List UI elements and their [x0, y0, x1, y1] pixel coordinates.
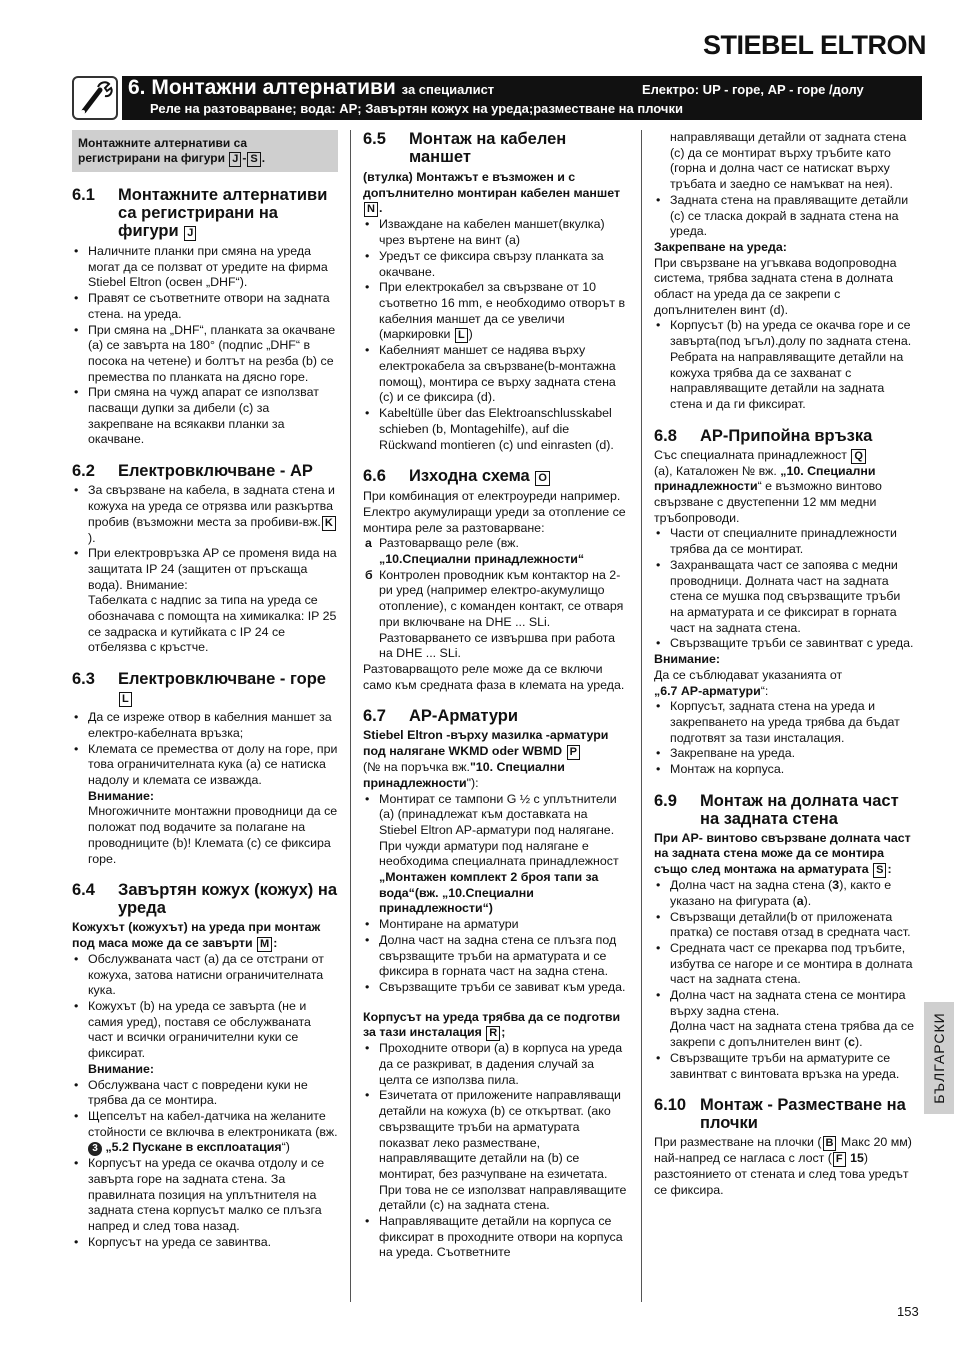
list-item: • Свързващи детайли(b от приложената пратка) се поставя отзад в средната част.: [654, 910, 916, 941]
text: “ е възможно винтово свързване с двустепенни 12 мм медни тръбопроводи.: [654, 479, 882, 525]
lead-end: :: [887, 862, 892, 877]
list-item: [654, 988, 916, 1051]
figure-number-icon: 3: [88, 1142, 102, 1156]
lead-text: [363, 170, 627, 217]
text: (а), Каталожен № вж.: [654, 463, 777, 478]
text: Да се съблюдават указанията от: [654, 667, 843, 682]
list-item: • Монтиране на арматури: [363, 917, 627, 933]
attention-label: Внимание:: [88, 788, 155, 803]
heading-6-5: [363, 130, 627, 166]
figure-ref: R: [486, 1026, 500, 1041]
text: Със специалната принадлежност: [654, 447, 847, 462]
text: Долна част на задната стена трябва да се закрепи с допълнителен винт (: [670, 1019, 914, 1050]
lead-text: [363, 728, 627, 791]
list-cont: [654, 193, 916, 240]
text: Долна част на задната стена се монтира върху задна стена.: [670, 988, 906, 1018]
list-item: [72, 483, 338, 546]
lead2: (№ на поръчка вж.: [363, 760, 470, 775]
list-6-1: [72, 244, 338, 448]
list-item: • Корпусът, задната стена на уреда и закрепването на уреда трябва да бъдат подготвят за тази инсталация.: [654, 699, 916, 746]
text-ref: „10. Специални принадлежности: [654, 463, 876, 494]
text: ) разстоянието от стената и след това уредът се фиксира.: [654, 1151, 909, 1197]
item-end: “): [281, 1140, 290, 1155]
figure-ref: J: [184, 226, 196, 241]
paragraph: [654, 448, 916, 527]
column-divider: [350, 130, 351, 1302]
figure-ref: B: [823, 1136, 837, 1151]
list-item: • Корпусът (b) на уреда се окачва горе и се завърта(под ъгъл).долу по задната стена. Ребрата на направляващите детайли на кожуха трябва да се захванат с направляващите детайли на задната стена и да ги фиксират.: [654, 318, 916, 412]
list-6-4: [72, 952, 338, 1251]
list-item: • Части от специалните принадлежности трябва да се монтират.: [654, 526, 916, 557]
section-number: 6.1: [72, 186, 95, 204]
figure-ref: M: [257, 937, 272, 952]
list-item: • Монтаж на корпуса.: [654, 762, 916, 778]
column-3: [654, 130, 916, 1199]
list-item: • Проходните отвори (а) в корпуса на уреда да се разкриват, в дадения случай за целта се използва пила.: [363, 1041, 627, 1088]
item-text: Щепселът на кабел-датчика на желаните стойности се включва в електрониката (вж.: [88, 1108, 338, 1139]
lead: Кожухът (кожухът) на уреда при монтаж под маса може да се завърти: [72, 920, 321, 950]
section-number: 6.8: [654, 426, 677, 445]
section-number: 6.7: [363, 707, 386, 726]
lead-end: :: [273, 935, 278, 950]
section-title: AP-Арматури: [409, 707, 519, 726]
heading-6-6: [363, 467, 627, 486]
list-6-8b: [654, 699, 916, 778]
list-item: • Изваждане на кабелен маншет(вкулка) чрез въртене на винт (а): [363, 217, 627, 248]
list-item: • Корпусът на уреда се завинтва.: [72, 1235, 338, 1251]
lead-text: [654, 831, 916, 878]
figure-ref: P: [567, 745, 580, 760]
subheading: Закрепване на уреда:: [654, 239, 787, 254]
item-text: Монтират се тампони G ½ с уплътнители (а) (принадлежат към доставката на Stiebel Eltron AP-арматури под налягане. При чужди арматури под налягане е необходима специалната принадлежност: [379, 791, 619, 869]
item-ref2: (вж. „10.Специални принадлежности“): [379, 885, 534, 916]
list-6-7b: [363, 1041, 627, 1261]
list-item: • Обслужвана част с повредени куки не трябва да се монтира.: [72, 1078, 338, 1109]
list-item: • Корпусът на уреда се окачва отдолу и се завърта горе на задната стена. За правилната позиция на уплътнителя на задната стена корпусът малко се плъзга напред и след това назад.: [72, 1156, 338, 1235]
note-end: .: [261, 151, 266, 165]
wrench-icon: [72, 76, 118, 120]
text: “:: [760, 683, 769, 698]
heading-6-4: [72, 881, 338, 917]
attention-label: Внимание:: [88, 1061, 155, 1076]
list-item: • При смяна на „DHF“, планката за окачване (а) се завърта на 180° (подпис „DHF“ в посока на четене) и болтът на резба (b) се премества по планката на дясно горе.: [72, 323, 338, 386]
list-item: [72, 546, 338, 656]
section-title: Изходна схема: [409, 467, 530, 486]
brand-logo: STIEBEL ELTRON: [702, 30, 926, 60]
heading-6-1: [72, 186, 338, 241]
heading-6-8: [654, 427, 916, 445]
item-text: При електрокабел за свързване от 10 съответно 16 mm, е необходимо отворът в кабелния маншет да се увеличи (маркировки: [379, 280, 626, 342]
item-text: Кожухът (b) на уреда се завърта (не и самия уред), поставя се обслужваната част и всички ограничителни куки се фиксират.: [88, 999, 311, 1061]
text-bold: с: [848, 1035, 855, 1050]
list-6-2: [72, 483, 338, 656]
item-end: ): [468, 327, 473, 342]
figure-ref: Q: [851, 449, 866, 464]
header-right: Електро: UP - горе, AP - горе /долу: [642, 82, 864, 97]
section-title: Завъртян кожух (кожух) на уреда: [118, 881, 338, 918]
figure-ref: S: [873, 863, 886, 878]
list-item: • Направляващите детайли на корпуса се фиксират в проходните отвори на корпуса на уреда. Съответните: [363, 1214, 627, 1261]
list-item: • Свързващите тръби се завиват към уреда.: [363, 980, 627, 996]
item-cont: Табелката с надпис за типа на уреда се обозначава с помощта на химикалка: IP 25 се задраска и кутийката с IP 24 се отбелязва с кръстче.: [88, 593, 337, 655]
lead-text: [363, 1010, 627, 1042]
list-item: • Правят се съответните отвори на задната стена. на уреда.: [72, 291, 338, 322]
list-item: [72, 742, 338, 868]
text-bold: а: [796, 893, 804, 908]
heading-6-10: [654, 1096, 916, 1132]
attention-label: Внимание:: [654, 652, 721, 667]
section-number: 6.10: [654, 1096, 687, 1115]
list-item: • Уредът се фиксира свързу планката за окачване.: [363, 249, 627, 280]
note-box: [72, 130, 338, 172]
figure-ref: N: [364, 202, 378, 217]
section-number: 6.2: [72, 462, 95, 481]
paragraph: [654, 1135, 916, 1198]
figure-ref: L: [119, 692, 132, 707]
item-key: a: [365, 536, 372, 551]
section-title: Монтажните алтернативи са регистрирани на фигури: [118, 186, 328, 240]
header-title-sub: за специалист: [401, 82, 495, 97]
heading-6-9: [654, 792, 916, 828]
list-6-9: [654, 878, 916, 1082]
text: Долна част на задна стена (: [670, 878, 833, 893]
text: ).: [854, 1035, 863, 1050]
item-ref: „5.2 Пускане в експлоатация: [105, 1140, 282, 1155]
lead-text: [72, 920, 338, 952]
item-text: Клемата се премества от долу на горе, при това ограничителната кука (а) се натиска надолу и клемата се изважда.: [88, 741, 338, 787]
section-title: AP-Припойна връзка: [700, 426, 873, 445]
list-fix: [654, 318, 916, 412]
paragraph: направляващи детайли от задната стена (с) да се монтират върху тръбите като (горна и долна част се натискат върху тръбата и заедно се намъкват на нея).: [670, 130, 907, 192]
list-item-a: [363, 536, 627, 567]
text: При разместване на плочки (: [654, 1135, 822, 1150]
list-item: • Захранващата част се запоява с медни проводници. Долната част на задната стена се мушка под свързващите тръби на арматурата и се фиксират в горната част на задната стена.: [654, 558, 916, 637]
section-title: Електровключване - горе: [118, 670, 326, 689]
text-bold: 15: [850, 1151, 864, 1166]
section-title: Електровключване - AP: [118, 462, 313, 481]
list-item: • Езичетата от приложените направляващи детайли на кожуха (b) се откъртват. (ако свързващите тръби на арматурата показват леко разместване, направляващите детайли на (b) се монтират, без разчупване на езичетата. При това не се използват направляващите детайли (с) на задната стена.: [363, 1088, 627, 1214]
list-item: • При смяна на чужд апарат се използват пасващи дупки за дибели (с) за закрепване на всякакви планки за окачване.: [72, 385, 338, 448]
item-ref: „Монтажен комплект 2 броя тапи за вода“: [379, 870, 599, 900]
list-item: • Kabeltülle über das Elektroanschlusskabel schieben (b, Montagehilfe), auf die Rückwand montieren (c) und einrasten (d).: [363, 406, 627, 453]
header-subtitle: Реле на разтоварване; вода: AP; Завъртян кожух на уреда;разместване на плочки: [150, 101, 683, 116]
figure-ref: O: [535, 471, 550, 486]
column-1: [72, 130, 338, 1251]
header-title: 6. Монтажни алтернативи: [128, 76, 396, 99]
section-number: 6.9: [654, 791, 677, 810]
list-item: [72, 999, 338, 1078]
item-text: Разтоварващо реле (вж.: [379, 536, 519, 551]
list-6-5: [363, 217, 627, 453]
lead: Stiebel Eltron -върху мазилка -арматури под налягане WKMD oder WBMD: [363, 728, 609, 759]
section-number: 6.3: [72, 670, 95, 689]
list-item: • Наличните планки при смяна на уреда могат да се ползват от уредите на фирма Stiebel Eltron (освен „DHF“).: [72, 244, 338, 291]
paragraph: [654, 668, 916, 699]
list-item: • Свързващите тръби на арматурите се завинтват с винтовата връзка на уреда.: [654, 1051, 916, 1082]
note-dash: -: [242, 151, 247, 165]
paragraph: При комбинация от електроуреди например.: [363, 489, 621, 504]
paragraph: При свързване на угъвкава водопроводна система, трябва задната стена в долната област на уреда да се закрепи с допълнителен винт (d).: [654, 255, 897, 317]
list-6-7: [363, 792, 627, 996]
lead-end: .: [378, 201, 383, 216]
note-text: Монтажните алтернативи са регистрирани на фигури: [78, 136, 248, 165]
language-tab: [924, 1002, 954, 1114]
text: Макс 20 мм) най-напред се нагласа с лост (: [654, 1135, 912, 1166]
list-item: • Долна част на задна стена се плъзга под свързващите тръби на арматурата и се фиксира в горната част на задна стена.: [363, 933, 627, 980]
lead: Корпусът на уреда трябва да се подготви за тази инсталация: [363, 1009, 621, 1040]
heading-6-3: [72, 670, 338, 707]
item-text: За свързване на кабела, в задната стена и кожуха на уреда се отрязва или разкъртва пробив (възможни места за пробиви-вж.: [88, 483, 335, 529]
list-item: • Задната стена на правляващите детайли (с) се тласка докрай в задната стена на уреда.: [654, 193, 916, 240]
list-item: • Закрепване на уреда.: [654, 746, 916, 762]
section-number: 6.4: [72, 881, 95, 900]
list-item: [72, 1109, 338, 1156]
heading-6-7: [363, 707, 627, 725]
lead2-end: "):: [466, 775, 479, 790]
column-divider: [641, 130, 642, 1302]
lead: (втулка) Монтажът е възможен и с допълнително монтиран кабелен маншет: [363, 170, 621, 200]
section-title: Монтаж на кабелен маншет: [409, 130, 567, 166]
lead-end: ;: [501, 1025, 506, 1040]
list-item: [654, 878, 916, 909]
text: ), както е указано на фигурата (: [670, 878, 892, 908]
item-end: ).: [88, 530, 96, 545]
language-label: БЪЛГАРСКИ: [931, 1012, 947, 1104]
list-item-b: [363, 568, 627, 662]
section-title: Монтаж на долната част на задната стена: [700, 791, 899, 828]
item-text: При електровръзка AP се променя вида на защитата IP 24 (защитен от пръскаща вода). Внимание:: [88, 546, 337, 592]
section-header: [122, 76, 922, 120]
section-number: 6.6: [363, 467, 386, 486]
list-item: • Обслужваната част (а) да се отстрани от кожуха, затова натисни ограничителната кука.: [72, 952, 338, 999]
page-number: 153: [897, 1304, 919, 1319]
heading-6-2: [72, 462, 338, 480]
paragraph: Разтоварващото реле може да се включи само към средната фаза в клемата на уреда.: [363, 661, 625, 692]
item-ref: „10.Специални принадлежности“: [379, 552, 585, 567]
list-item: • Средната част се прекарва под тръбите, избутва се нагоре и се монтира в долната част на задната стена.: [654, 941, 916, 988]
list-item: [363, 792, 627, 918]
text: ).: [803, 893, 812, 908]
item-cont: Многожичните монтажни проводници да се положат под водачите за полагане на проводниците (b)! Клемата (с) се фиксира горе.: [88, 804, 338, 866]
list-item: [363, 280, 627, 343]
list-6-3: [72, 710, 338, 867]
text-ref: „6.7 AP-арматури: [654, 683, 761, 698]
figure-ref: L: [455, 328, 468, 343]
figure-ref: S: [247, 152, 260, 167]
column-2: [363, 130, 627, 1261]
list-item: • Свързващите тръби се завинтват с уреда.: [654, 636, 916, 652]
lead: При AP- винтово свързване долната част на задната стена може да се монтира също след монтажа на арматурата: [654, 830, 911, 877]
figure-ref: J: [229, 152, 241, 167]
figure-ref: F: [833, 1152, 846, 1167]
list-item: • Кабелният маншет се надява върху електрокабела за свързване(b-монтажна помощ), монтира се върху задната стена (с) и се фиксира (d).: [363, 343, 627, 406]
item-text: Контролен проводник към контактор на 2-ри уред (например електро-акумулищо отопление), с команден контакт, се отваря при включване на DHE ... SLi. Разтоварването се извършва при работа на DHE ... SLi.: [379, 567, 624, 661]
list-item: • Да се изреже отвор в кабелния маншет за електро-кабелната връзка;: [72, 710, 338, 741]
lead2-ref: "10. Специални принадлежности: [363, 760, 565, 790]
section-title: Монтаж - Разместване на плочки: [700, 1096, 906, 1133]
text-bold: 3: [832, 878, 840, 893]
section-number: 6.5: [363, 130, 386, 148]
item-key: б: [365, 567, 373, 582]
paragraph: Електро акумулиращи уреди за отопление се монтира реле за разтоварване:: [363, 504, 626, 535]
figure-ref: K: [322, 516, 336, 531]
list-6-8: [654, 526, 916, 652]
